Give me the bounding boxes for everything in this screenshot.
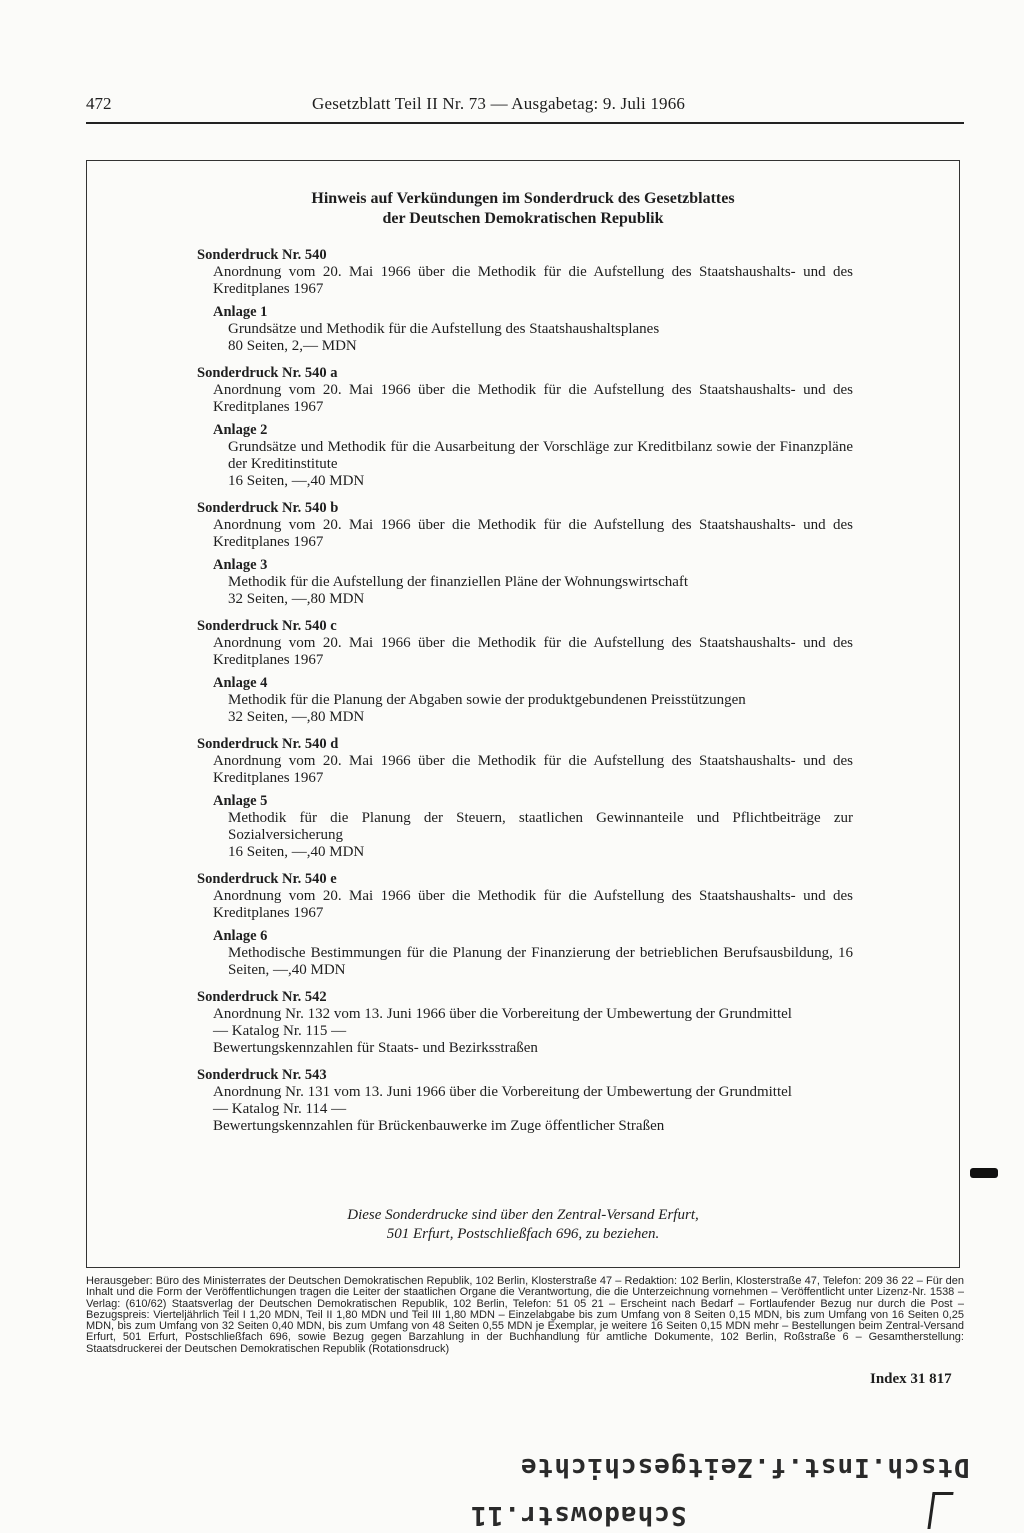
catalog-number: — Katalog Nr. 115 — <box>213 1023 347 1039</box>
sonderdruck-heading: Sonderdruck Nr. 542 <box>197 989 327 1005</box>
sonderdruck-entry <box>197 500 853 608</box>
page-price: 32 Seiten, —,80 MDN <box>228 591 365 607</box>
ordering-note <box>87 1206 959 1244</box>
sonderdruck-list <box>197 247 853 1145</box>
ordering-note-line2: 501 Erfurt, Postschließfach 696, zu beziehen. <box>386 1226 660 1242</box>
anlage-text: Grundsätze und Methodik für die Ausarbeitung der Vorschläge zur Kreditbilanz sowie der Finanzpläne der Kreditinstitute <box>228 439 853 472</box>
anlage-text: Methodik für die Planung der Abgaben sowie der produktgebundenen Preisstützungen <box>228 692 746 708</box>
index-number: Index 31 817 <box>870 1371 952 1387</box>
ordering-note-line1: Diese Sonderdrucke sind über den Zentral-Versand Erfurt, <box>347 1207 699 1223</box>
sonderdruck-heading: Sonderdruck Nr. 540 c <box>197 618 337 634</box>
sonderdruck-entry <box>197 618 853 726</box>
anlage-heading: Anlage 2 <box>213 422 268 438</box>
ordinance-text: Anordnung Nr. 132 vom 13. Juni 1966 über die Vorbereitung der Umbewertung der Grundmittel <box>213 1006 792 1022</box>
page-price: 16 Seiten, —,40 MDN <box>228 844 365 860</box>
ordinance-text: Anordnung vom 20. Mai 1966 über die Methodik für die Aufstellung des Staatshaushalts- und des Kreditplanes 1967 <box>213 382 853 415</box>
ordinance-text: Anordnung vom 20. Mai 1966 über die Methodik für die Aufstellung des Staatshaushalts- und des Kreditplanes 1967 <box>213 753 853 786</box>
page-price: 32 Seiten, —,80 MDN <box>228 709 365 725</box>
notice-title <box>87 189 959 229</box>
anlage-heading: Anlage 6 <box>213 928 268 944</box>
sonderdruck-heading: Sonderdruck Nr. 543 <box>197 1067 327 1083</box>
page-header <box>86 94 964 124</box>
notice-box <box>86 160 960 1268</box>
header-rule <box>86 122 964 124</box>
ordinance-text: Anordnung vom 20. Mai 1966 über die Methodik für die Aufstellung des Staatshaushalts- und des Kreditplanes 1967 <box>213 888 853 921</box>
anlage-heading: Anlage 3 <box>213 557 268 573</box>
sonderdruck-heading: Sonderdruck Nr. 540 b <box>197 500 339 516</box>
ordinance-text: Anordnung Nr. 131 vom 13. Juni 1966 über die Vorbereitung der Umbewertung der Grundmittel <box>213 1084 792 1100</box>
anlage-text: Methodik für die Aufstellung der finanziellen Pläne der Wohnungswirtschaft <box>228 574 689 590</box>
catalog-number: — Katalog Nr. 114 — <box>213 1101 347 1117</box>
catalog-text: Bewertungskennzahlen für Staats- und Bezirksstraßen <box>213 1040 538 1056</box>
imprint-text: Herausgeber: Büro des Ministerrates der Deutschen Demokratischen Republik, 102 Berlin, Klosterstraße 47 – Redaktion: 102 Berlin, Klosterstraße 47, Telefon: 209 36 22 – Für den Inhalt und die Form der Veröffentlichungen tragen die Leiter der staatlichen Organe die Verantwortung, die die Unterzeichnung vornehmen – Veröffentlicht unter Lizenz-Nr. 1538 – Verlag: (610/62) Staatsverlag der Deutschen Demokratischen Republik, 102 Berlin, Telefon: 51 05 21 – Erscheint nach Bedarf – Fortlaufender Bezug nur durch die Post – Bezugspreis: Vierteljährlich Teil I 1,20 MDN, Teil II 1,80 MDN und Teil III 1,80 MDN – Einzelabgabe bis zum Umfang von 8 Seiten 0,15 MDN, bis zum Umfang von 16 Seiten 0,25 MDN, bis zum Umfang von 32 Seiten 0,40 MDN, bis zum Umfang von 48 Seiten 0,55 MDN je Exemplar, je weitere 16 Seiten 0,15 MDN mehr – Bestellungen beim Zentral-Versand Erfurt, 501 Erfurt, Postschließfach 696, sowie Bezug gegen Barzahlung in der Buchhandlung für amtliche Dokumente, 102 Berlin, Roßstraße 6 – Gesamtherstellung: Staatsdruckerei der Deutschen Demokratischen Republik (Rotationsdruck) <box>86 1275 964 1355</box>
stamp-line1: Schadowstr.11 <box>470 1500 687 1530</box>
handwritten-mark <box>927 1492 953 1529</box>
catalog-text: Bewertungskennzahlen für Brückenbauwerke im Zuge öffentlicher Straßen <box>213 1118 665 1134</box>
sonderdruck-entry <box>197 365 853 490</box>
ordinance-text: Anordnung vom 20. Mai 1966 über die Methodik für die Aufstellung des Staatshaushalts- und des Kreditplanes 1967 <box>213 635 853 668</box>
gazette-title: Gesetzblatt Teil II Nr. 73 — Ausgabetag: 9. Juli 1966 <box>312 94 686 113</box>
anlage-heading: Anlage 1 <box>213 304 268 320</box>
page-price: 16 Seiten, —,40 MDN <box>228 473 365 489</box>
sonderdruck-entry <box>197 871 853 979</box>
sonderdruck-heading: Sonderdruck Nr. 540 e <box>197 871 337 887</box>
sonderdruck-heading: Sonderdruck Nr. 540 d <box>197 736 339 752</box>
anlage-text: Methodik für die Planung der Steuern, staatlichen Gewinnanteile und Pflichtbeiträge zur Sozialversicherung <box>228 810 853 843</box>
notice-title-line1: Hinweis auf Verkündungen im Sonderdruck des Gesetzblattes <box>311 190 735 207</box>
sonderdruck-heading: Sonderdruck Nr. 540 a <box>197 365 338 381</box>
sonderdruck-entry <box>197 247 853 355</box>
sonderdruck-entry <box>197 1067 853 1135</box>
sonderdruck-heading: Sonderdruck Nr. 540 <box>197 247 327 263</box>
anlage-text: Methodische Bestimmungen für die Planung der Finanzierung der betrieblichen Berufsausbildung, 16 Seiten, —,40 MDN <box>228 945 853 978</box>
scan-edge-mark <box>970 1168 998 1178</box>
sonderdruck-entry <box>197 736 853 861</box>
anlage-text: Grundsätze und Methodik für die Aufstellung des Staatshaushaltsplanes <box>228 321 660 337</box>
page-price: 80 Seiten, 2,— MDN <box>228 338 357 354</box>
stamp-line2: Dtsch.Inst.f.Zeitgeschichte <box>520 1452 970 1482</box>
notice-title-line2: der Deutschen Demokratischen Republik <box>382 210 664 227</box>
library-stamp <box>470 1440 970 1530</box>
sonderdruck-entry <box>197 989 853 1057</box>
anlage-heading: Anlage 5 <box>213 793 268 809</box>
anlage-heading: Anlage 4 <box>213 675 268 691</box>
ordinance-text: Anordnung vom 20. Mai 1966 über die Methodik für die Aufstellung des Staatshaushalts- und des Kreditplanes 1967 <box>213 264 853 297</box>
ordinance-text: Anordnung vom 20. Mai 1966 über die Methodik für die Aufstellung des Staatshaushalts- und des Kreditplanes 1967 <box>213 517 853 550</box>
page-number: 472 <box>86 94 112 113</box>
